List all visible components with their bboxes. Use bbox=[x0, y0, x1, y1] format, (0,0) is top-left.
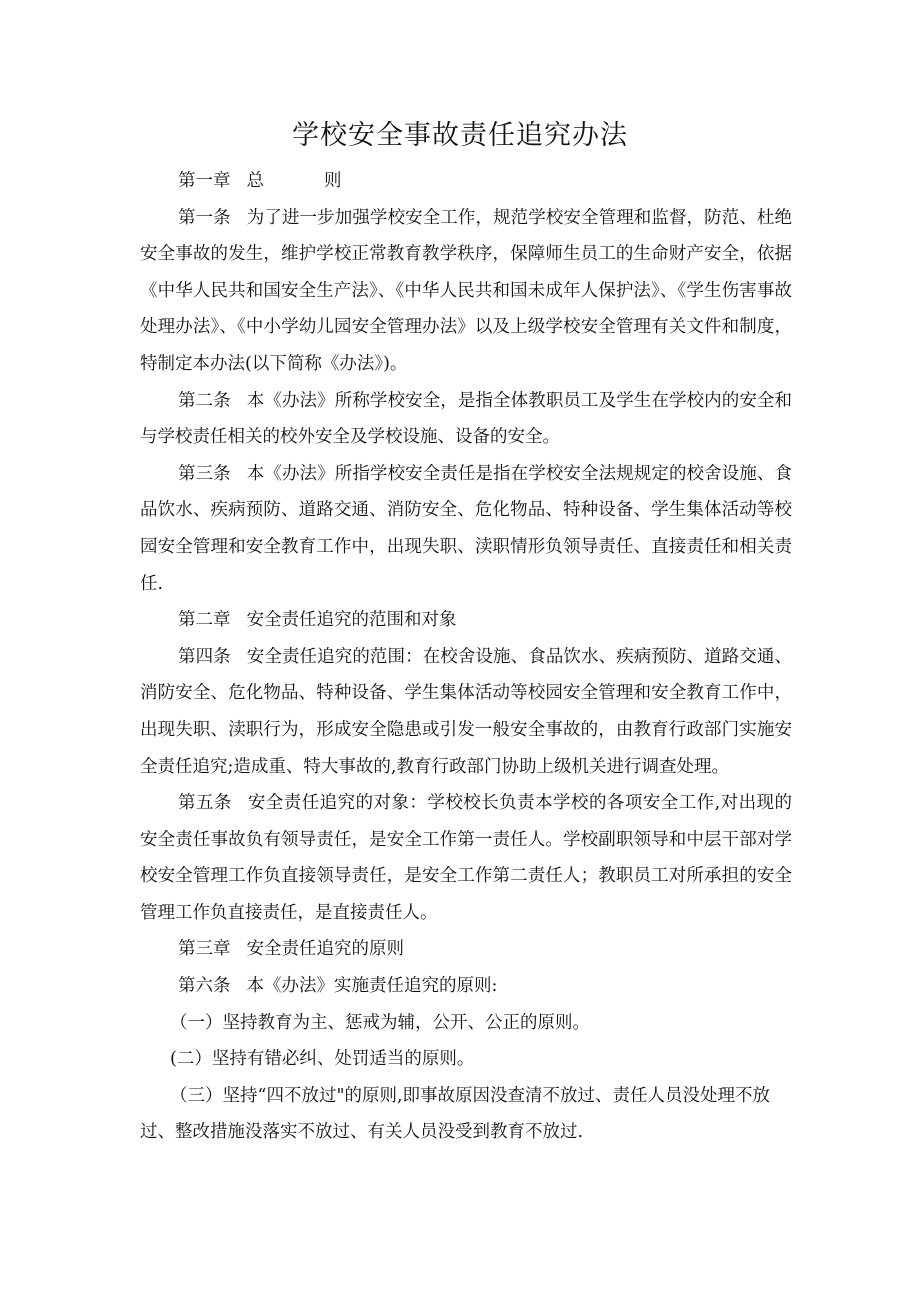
principle-item-1: （一）坚持教育为主、惩戒为辅，公开、公正的原则。 bbox=[170, 1012, 590, 1033]
article-label: 第二条 bbox=[178, 390, 231, 411]
chapter-heading-2 bbox=[140, 602, 792, 639]
chapter-label: 第三章 bbox=[178, 939, 231, 960]
chapter-name: 安全责任追究的原则 bbox=[246, 939, 404, 960]
chapter-name: 安全责任追究的范围和对象 bbox=[246, 610, 457, 631]
chapter-heading-1 bbox=[140, 163, 792, 200]
article-text: 本《办法》所称学校安全，是指全体教职员工及学生在学校内的安全和与学校责任相关的校外安全及学校设施、设备的安全。 bbox=[140, 390, 793, 448]
article-label: 第一条 bbox=[178, 207, 231, 228]
article-label: 第四条 bbox=[178, 646, 231, 667]
article-label: 第六条 bbox=[178, 976, 231, 997]
article-1 bbox=[140, 200, 792, 383]
article-6 bbox=[140, 968, 792, 1005]
document-body bbox=[140, 163, 792, 1151]
article-label: 第五条 bbox=[178, 793, 232, 814]
article-label: 第三条 bbox=[178, 463, 231, 484]
chapter-heading-3 bbox=[140, 931, 792, 968]
article-5 bbox=[140, 785, 792, 931]
principle-item-3: （三）坚持“四不放过"的原则,即事故原因没查清不放过、责任人员没处理不放过、整改措施没落实不放过、有关人员没受到教育不放过. bbox=[140, 1085, 771, 1143]
chapter-name-part: 总 bbox=[246, 171, 264, 191]
article-3 bbox=[140, 456, 792, 602]
article-2 bbox=[140, 383, 792, 456]
principle-item-2: (二）坚持有错必纠、处罚适当的原则。 bbox=[170, 1049, 475, 1070]
article-text: 安全责任追究的对象：学校校长负责本学校的各项安全工作,对出现的安全责任事故负有领导责任，是安全工作第一责任人。学校副职领导和中层干部对学校安全管理工作负直接领导责任，是安全工作第二责任人；教职员工对所承担的安全管理工作负直接责任，是直接责任人。 bbox=[140, 793, 792, 923]
chapter-label: 第二章 bbox=[178, 610, 231, 631]
chapter-label: 第一章 bbox=[178, 171, 231, 191]
article-text: 为了进一步加强学校安全工作，规范学校安全管理和监督，防范、杜绝安全事故的发生，维护学校正常教育教学秩序，保障师生员工的生命财产安全，依据《中华人民共和国安全生产法》、《中华人民共和国未成年人保护法》、《学生伤害事故处理办法》、《中小学幼儿园安全管理办法》以及上级学校安全管理有关文件和制度，特制定本办法(以下简称《办法》)。 bbox=[140, 207, 793, 374]
article-text: 安全责任追究的范围：在校舍设施、食品饮水、疾病预防、道路交通、消防安全、危化物品、特种设备、学生集体活动等校园安全管理和安全教育工作中，出现失职、渎职行为，形成安全隐患或引发一般安全事故的，由教育行政部门实施安全责任追究;造成重、特大事故的,教育行政部门协助上级机关进行调查处理。 bbox=[140, 646, 793, 777]
article-text: 本《办法》所指学校安全责任是指在学校安全法规规定的校舍设施、食品饮水、疾病预防、道路交通、消防安全、危化物品、特种设备、学生集体活动等校园安全管理和安全教育工作中，出现失职、渎职情形负领导责任、直接责任和相关责任. bbox=[140, 463, 793, 594]
article-text: 本《办法》实施责任追究的原则: bbox=[246, 976, 498, 997]
chapter-name-part: 则 bbox=[324, 171, 342, 191]
document-title: 学校安全事故责任追究办法 bbox=[292, 120, 628, 151]
article-4 bbox=[140, 639, 792, 785]
